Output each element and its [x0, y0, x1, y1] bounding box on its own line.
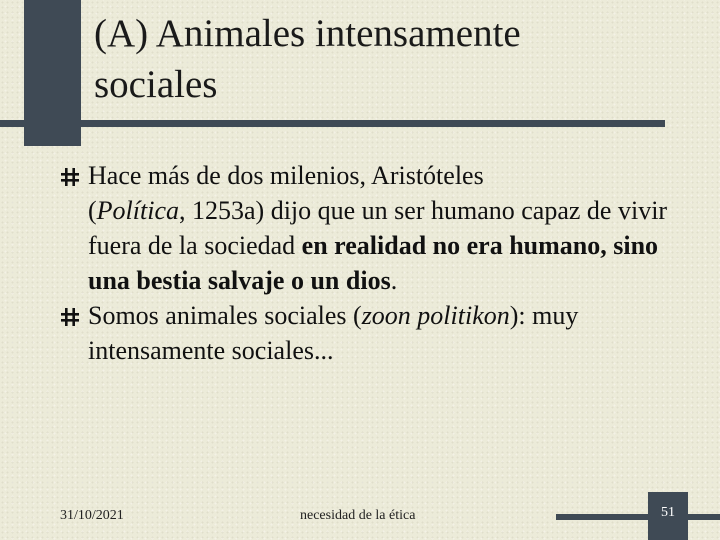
bullet-list: [60, 158, 670, 368]
bullet-2-part-1: Somos animales sociales (: [88, 301, 362, 330]
hash-bullet-icon: [60, 307, 80, 327]
title-line-2: sociales: [94, 63, 218, 106]
bullet-1-bold: en realidad no era humano, sino una bestia salvaje o un dios: [88, 231, 659, 295]
bullet-2-italic: zoon politikon: [361, 301, 510, 330]
bullet-1-part-4: , 1253a) dijo que un ser humano capaz de vivir fuera de la sociedad: [88, 196, 668, 260]
bullet-1-part-1: Hace más de dos milenios, Aristóteles: [88, 161, 484, 190]
bullet-text-2: [88, 301, 578, 365]
title-line-1: (A) Animales intensamente: [94, 12, 521, 55]
page-number: 51: [661, 505, 675, 520]
footer-title: necesidad de la ética: [300, 508, 416, 523]
bullet-2-part-3: ): muy intensamente sociales...: [88, 301, 579, 365]
hash-bullet-icon: [60, 167, 80, 187]
bullet-1-part-6: .: [390, 266, 398, 295]
bullet-item-1: [60, 158, 670, 298]
bullet-1-italic-title: Política: [96, 196, 179, 225]
bullet-item-2: [60, 298, 670, 368]
slide-title: [94, 8, 694, 110]
footer-rule: [556, 514, 720, 520]
footer-date: 31/10/2021: [60, 508, 124, 523]
bullet-1-part-2: (: [88, 196, 97, 225]
bullet-text-1: [88, 161, 667, 295]
title-rule: [0, 120, 665, 127]
